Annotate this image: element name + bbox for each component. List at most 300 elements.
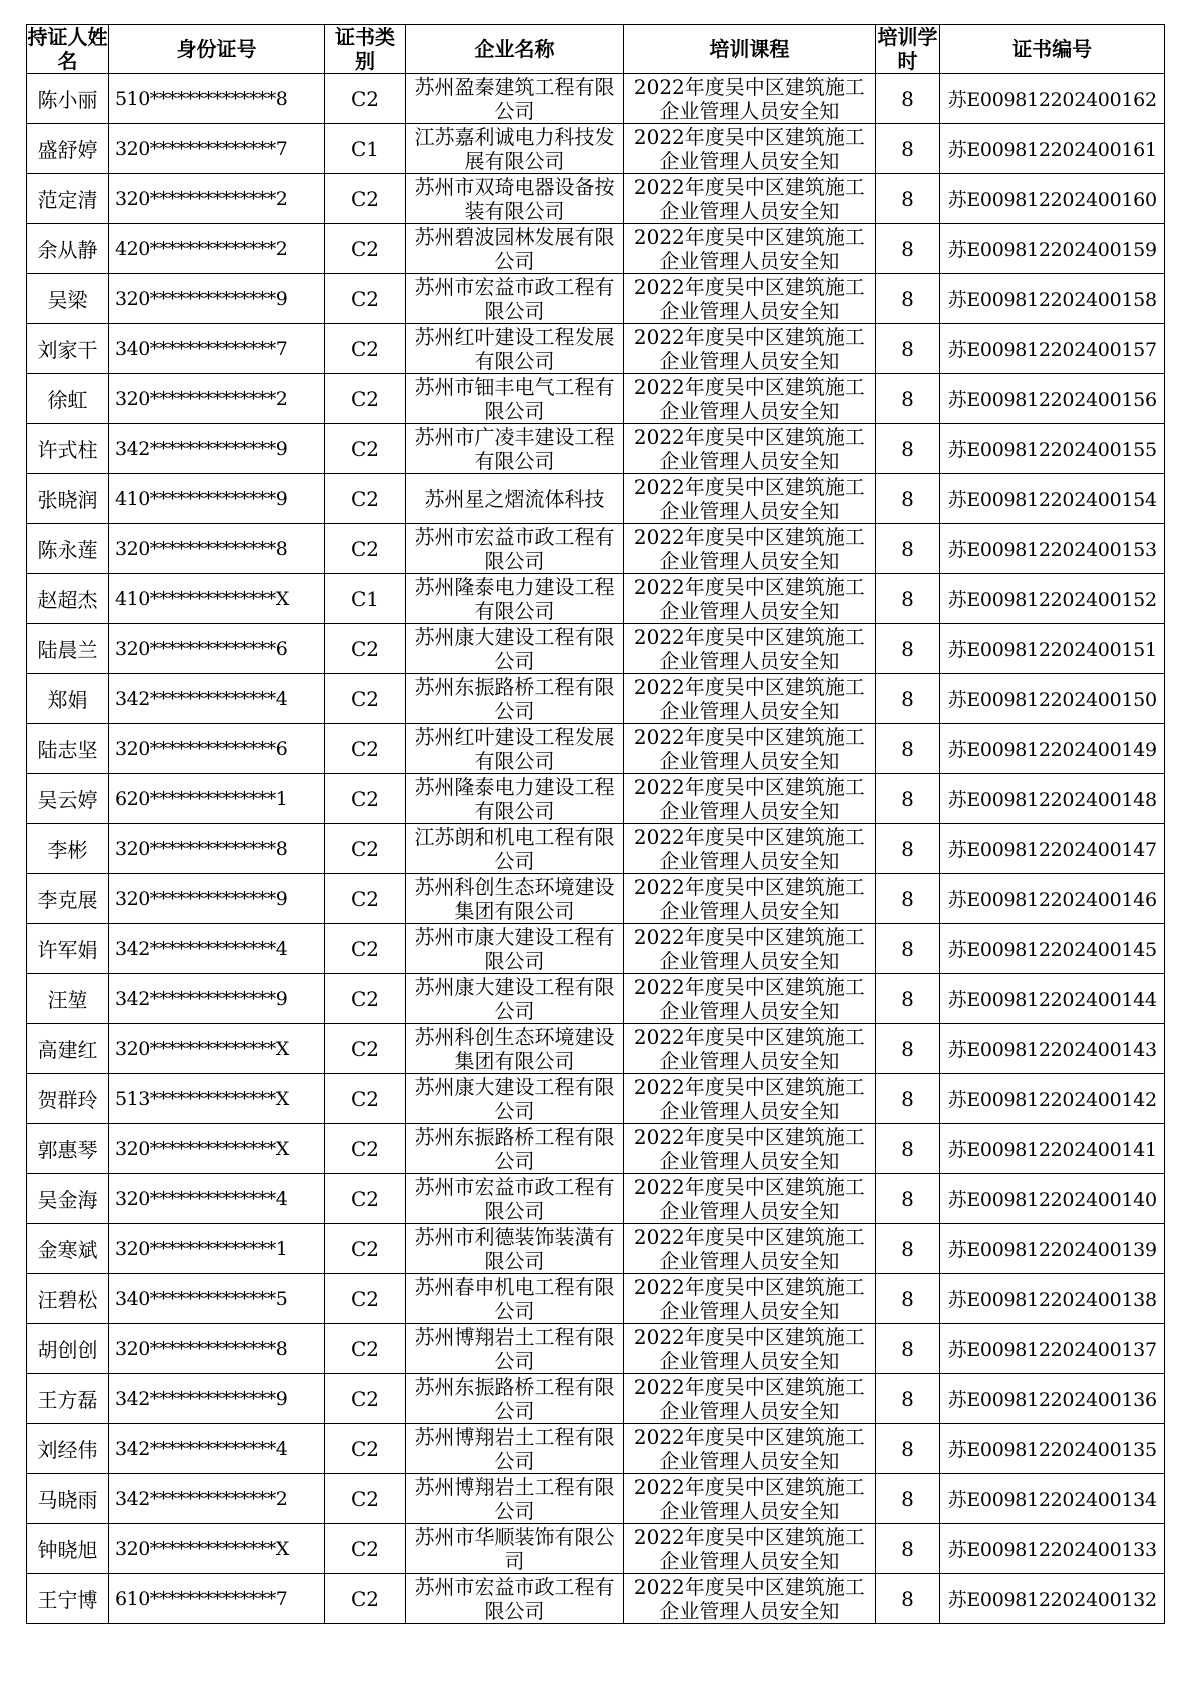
course-cell: [624, 374, 876, 424]
type-cell: C2: [324, 1224, 405, 1274]
company-cell: [405, 724, 623, 774]
hours-cell: 8: [875, 1024, 940, 1074]
id-cell: 320**************9: [109, 274, 325, 324]
company-text: 苏州康大建设工程有限公司: [414, 975, 615, 1023]
course-cell: [624, 924, 876, 974]
course-text: 2022年度吴中区建筑施工企业管理人员安全知: [633, 225, 865, 273]
company-cell: [405, 524, 623, 574]
company-cell: [405, 824, 623, 874]
cert-cell: 苏E009812202400140: [940, 1174, 1165, 1224]
company-text: 苏州博翔岩土工程有限公司: [414, 1325, 615, 1373]
course-text: 2022年度吴中区建筑施工企业管理人员安全知: [633, 1375, 865, 1423]
cert-cell: 苏E009812202400150: [940, 674, 1165, 724]
company-text: 苏州市宏益市政工程有限公司: [414, 275, 615, 323]
course-cell: [624, 324, 876, 374]
table-row: [27, 324, 1165, 374]
cert-cell: 苏E009812202400136: [940, 1374, 1165, 1424]
id-cell: 340**************5: [109, 1274, 325, 1324]
id-cell: 320**************X: [109, 1124, 325, 1174]
table-row: [27, 1374, 1165, 1424]
course-text: 2022年度吴中区建筑施工企业管理人员安全知: [633, 425, 865, 473]
company-text: 苏州市利德装饰装潢有限公司: [414, 1225, 615, 1273]
hours-cell: 8: [875, 924, 940, 974]
name-cell: 郭惠琴: [27, 1124, 109, 1174]
hours-cell: 8: [875, 874, 940, 924]
cert-cell: 苏E009812202400147: [940, 824, 1165, 874]
company-cell: [405, 1374, 623, 1424]
id-cell: 320**************2: [109, 174, 325, 224]
table-row: [27, 1074, 1165, 1124]
cert-cell: 苏E009812202400143: [940, 1024, 1165, 1074]
cert-cell: 苏E009812202400158: [940, 274, 1165, 324]
cert-cell: 苏E009812202400162: [940, 74, 1165, 124]
type-cell: C2: [324, 1474, 405, 1524]
type-cell: C2: [324, 1574, 405, 1624]
name-cell: 汪堃: [27, 974, 109, 1024]
company-cell: [405, 574, 623, 624]
company-text: 苏州隆泰电力建设工程有限公司: [414, 575, 615, 623]
name-cell: 吴梁: [27, 274, 109, 324]
course-cell: [624, 274, 876, 324]
type-cell: C2: [324, 1324, 405, 1374]
hours-cell: 8: [875, 624, 940, 674]
course-text: 2022年度吴中区建筑施工企业管理人员安全知: [633, 1525, 865, 1573]
table-row: [27, 1524, 1165, 1574]
company-text: 苏州东振路桥工程有限公司: [414, 1375, 615, 1423]
type-cell: C2: [324, 474, 405, 524]
course-text: 2022年度吴中区建筑施工企业管理人员安全知: [633, 925, 865, 973]
cert-cell: 苏E009812202400157: [940, 324, 1165, 374]
company-cell: [405, 474, 623, 524]
course-cell: [624, 1574, 876, 1624]
name-cell: 徐虹: [27, 374, 109, 424]
type-cell: C2: [324, 374, 405, 424]
course-text: 2022年度吴中区建筑施工企业管理人员安全知: [633, 1425, 865, 1473]
id-cell: 342**************9: [109, 974, 325, 1024]
table-row: [27, 224, 1165, 274]
course-cell: [624, 1174, 876, 1224]
id-cell: 320**************2: [109, 374, 325, 424]
type-cell: C2: [324, 174, 405, 224]
certificate-table: [26, 24, 1165, 1624]
name-cell: 许式柱: [27, 424, 109, 474]
name-cell: 余从静: [27, 224, 109, 274]
company-text: 苏州盈秦建筑工程有限公司: [414, 75, 615, 123]
cert-cell: 苏E009812202400141: [940, 1124, 1165, 1174]
course-cell: [624, 674, 876, 724]
course-text: 2022年度吴中区建筑施工企业管理人员安全知: [633, 675, 865, 723]
course-text: 2022年度吴中区建筑施工企业管理人员安全知: [633, 275, 865, 323]
table-row: [27, 174, 1165, 224]
type-cell: C2: [324, 724, 405, 774]
type-cell: C2: [324, 74, 405, 124]
course-text: 2022年度吴中区建筑施工企业管理人员安全知: [633, 325, 865, 373]
type-cell: C2: [324, 1024, 405, 1074]
id-cell: 320**************9: [109, 874, 325, 924]
table-row: [27, 974, 1165, 1024]
table-row: [27, 1274, 1165, 1324]
table-row: [27, 824, 1165, 874]
company-cell: [405, 1274, 623, 1324]
course-text: 2022年度吴中区建筑施工企业管理人员安全知: [633, 1275, 865, 1323]
company-cell: [405, 124, 623, 174]
name-cell: 赵超杰: [27, 574, 109, 624]
table-row: [27, 1474, 1165, 1524]
company-cell: [405, 1324, 623, 1374]
course-cell: [624, 1074, 876, 1124]
hours-cell: 8: [875, 124, 940, 174]
cert-cell: 苏E009812202400155: [940, 424, 1165, 474]
id-cell: 342**************2: [109, 1474, 325, 1524]
id-cell: 320**************6: [109, 724, 325, 774]
type-cell: C2: [324, 624, 405, 674]
company-text: 苏州科创生态环境建设集团有限公司: [414, 875, 615, 923]
company-text: 江苏朗和机电工程有限公司: [414, 825, 615, 873]
id-cell: 342**************4: [109, 674, 325, 724]
name-cell: 范定清: [27, 174, 109, 224]
header-name: 持证人姓名: [27, 25, 108, 73]
company-cell: [405, 624, 623, 674]
header-type: 证书类别: [324, 25, 405, 74]
type-cell: C2: [324, 1274, 405, 1324]
company-text: 江苏嘉利诚电力科技发展有限公司: [414, 125, 615, 173]
name-cell: 陈小丽: [27, 74, 109, 124]
name-cell: 王宁博: [27, 1574, 109, 1624]
course-cell: [624, 624, 876, 674]
name-cell: 郑娟: [27, 674, 109, 724]
company-text: 苏州东振路桥工程有限公司: [414, 675, 615, 723]
course-text: 2022年度吴中区建筑施工企业管理人员安全知: [633, 825, 865, 873]
course-cell: [624, 1474, 876, 1524]
header-course: 培训课程: [624, 25, 876, 74]
type-cell: C2: [324, 974, 405, 1024]
cert-cell: 苏E009812202400146: [940, 874, 1165, 924]
name-cell: 金寒斌: [27, 1224, 109, 1274]
course-text: 2022年度吴中区建筑施工企业管理人员安全知: [633, 1225, 865, 1273]
hours-cell: 8: [875, 824, 940, 874]
id-cell: 342**************4: [109, 1424, 325, 1474]
company-cell: [405, 1474, 623, 1524]
table-row: [27, 624, 1165, 674]
cert-cell: 苏E009812202400152: [940, 574, 1165, 624]
company-cell: [405, 674, 623, 724]
name-cell: 汪碧松: [27, 1274, 109, 1324]
hours-cell: 8: [875, 474, 940, 524]
type-cell: C1: [324, 124, 405, 174]
id-cell: 320**************4: [109, 1174, 325, 1224]
hours-cell: 8: [875, 574, 940, 624]
course-cell: [624, 1324, 876, 1374]
id-cell: 320**************8: [109, 1324, 325, 1374]
table-row: [27, 1024, 1165, 1074]
id-cell: 320**************X: [109, 1024, 325, 1074]
header-hours: 培训学时: [875, 25, 940, 74]
company-text: 苏州碧波园林发展有限公司: [414, 225, 615, 273]
company-cell: [405, 424, 623, 474]
company-cell: [405, 974, 623, 1024]
company-text: 苏州市双琦电器设备按装有限公司: [414, 175, 615, 223]
name-cell: 陆志坚: [27, 724, 109, 774]
header-cert: 证书编号: [940, 25, 1165, 74]
name-cell: 李克展: [27, 874, 109, 924]
hours-cell: 8: [875, 1074, 940, 1124]
hours-cell: 8: [875, 424, 940, 474]
course-cell: [624, 774, 876, 824]
name-cell: 张晓润: [27, 474, 109, 524]
cert-cell: 苏E009812202400145: [940, 924, 1165, 974]
header-company: 企业名称: [405, 25, 623, 74]
type-cell: C2: [324, 274, 405, 324]
company-text: 苏州春申机电工程有限公司: [414, 1275, 615, 1323]
name-cell: 李彬: [27, 824, 109, 874]
name-cell: 刘经伟: [27, 1424, 109, 1474]
name-cell: 马晓雨: [27, 1474, 109, 1524]
type-cell: C2: [324, 1424, 405, 1474]
type-cell: C2: [324, 824, 405, 874]
name-cell: 许军娟: [27, 924, 109, 974]
hours-cell: 8: [875, 1124, 940, 1174]
course-text: 2022年度吴中区建筑施工企业管理人员安全知: [633, 625, 865, 673]
course-text: 2022年度吴中区建筑施工企业管理人员安全知: [633, 875, 865, 923]
hours-cell: 8: [875, 1174, 940, 1224]
hours-cell: 8: [875, 1224, 940, 1274]
hours-cell: 8: [875, 674, 940, 724]
company-cell: [405, 1224, 623, 1274]
course-text: 2022年度吴中区建筑施工企业管理人员安全知: [633, 775, 865, 823]
hours-cell: 8: [875, 274, 940, 324]
name-cell: 吴云婷: [27, 774, 109, 824]
table-row: [27, 1224, 1165, 1274]
table-row: [27, 374, 1165, 424]
table-row: [27, 74, 1165, 124]
course-cell: [624, 474, 876, 524]
id-cell: 342**************9: [109, 1374, 325, 1424]
company-text: 苏州市康大建设工程有限公司: [414, 925, 615, 973]
cert-cell: 苏E009812202400144: [940, 974, 1165, 1024]
table-row: [27, 1424, 1165, 1474]
cert-cell: 苏E009812202400161: [940, 124, 1165, 174]
company-text: 苏州康大建设工程有限公司: [414, 1075, 615, 1123]
cert-cell: 苏E009812202400133: [940, 1524, 1165, 1574]
table-row: [27, 1574, 1165, 1624]
company-cell: [405, 924, 623, 974]
course-cell: [624, 124, 876, 174]
type-cell: C2: [324, 674, 405, 724]
hours-cell: 8: [875, 324, 940, 374]
hours-cell: 8: [875, 974, 940, 1024]
company-text: 苏州星之熠流体科技: [424, 487, 605, 511]
course-text: 2022年度吴中区建筑施工企业管理人员安全知: [633, 1125, 865, 1173]
hours-cell: 8: [875, 374, 940, 424]
id-cell: 320**************6: [109, 624, 325, 674]
type-cell: C2: [324, 924, 405, 974]
id-cell: 320**************1: [109, 1224, 325, 1274]
company-text: 苏州隆泰电力建设工程有限公司: [414, 775, 615, 823]
cert-cell: 苏E009812202400139: [940, 1224, 1165, 1274]
hours-cell: 8: [875, 1374, 940, 1424]
name-cell: 盛舒婷: [27, 124, 109, 174]
course-text: 2022年度吴中区建筑施工企业管理人员安全知: [633, 1175, 865, 1223]
course-text: 2022年度吴中区建筑施工企业管理人员安全知: [633, 1475, 865, 1523]
company-text: 苏州红叶建设工程发展有限公司: [414, 725, 615, 773]
course-cell: [624, 1274, 876, 1324]
hours-cell: 8: [875, 1574, 940, 1624]
company-text: 苏州市钿丰电气工程有限公司: [414, 375, 615, 423]
id-cell: 320**************8: [109, 524, 325, 574]
company-cell: [405, 324, 623, 374]
table-row: [27, 274, 1165, 324]
course-text: 2022年度吴中区建筑施工企业管理人员安全知: [633, 725, 865, 773]
type-cell: C2: [324, 1174, 405, 1224]
hours-cell: 8: [875, 724, 940, 774]
company-text: 苏州科创生态环境建设集团有限公司: [414, 1025, 615, 1073]
type-cell: C2: [324, 774, 405, 824]
company-text: 苏州东振路桥工程有限公司: [414, 1125, 615, 1173]
name-cell: 贺群玲: [27, 1074, 109, 1124]
cert-cell: 苏E009812202400154: [940, 474, 1165, 524]
type-cell: C2: [324, 1124, 405, 1174]
id-cell: 410**************X: [109, 574, 325, 624]
company-text: 苏州博翔岩土工程有限公司: [414, 1425, 615, 1473]
table-row: [27, 524, 1165, 574]
name-cell: 钟晓旭: [27, 1524, 109, 1574]
hours-cell: 8: [875, 1524, 940, 1574]
company-text: 苏州市广凌丰建设工程有限公司: [414, 425, 615, 473]
company-cell: [405, 274, 623, 324]
cert-cell: 苏E009812202400135: [940, 1424, 1165, 1474]
company-cell: [405, 224, 623, 274]
company-cell: [405, 74, 623, 124]
course-cell: [624, 524, 876, 574]
course-cell: [624, 574, 876, 624]
company-text: 苏州红叶建设工程发展有限公司: [414, 325, 615, 373]
course-cell: [624, 874, 876, 924]
hours-cell: 8: [875, 224, 940, 274]
id-cell: 410**************9: [109, 474, 325, 524]
id-cell: 510**************8: [109, 74, 325, 124]
cert-cell: 苏E009812202400159: [940, 224, 1165, 274]
header-id: 身份证号: [109, 25, 325, 74]
cert-cell: 苏E009812202400142: [940, 1074, 1165, 1124]
table-row: [27, 924, 1165, 974]
course-text: 2022年度吴中区建筑施工企业管理人员安全知: [633, 1575, 865, 1623]
id-cell: 320**************8: [109, 824, 325, 874]
cert-cell: 苏E009812202400151: [940, 624, 1165, 674]
company-cell: [405, 1074, 623, 1124]
type-cell: C2: [324, 1374, 405, 1424]
course-cell: [624, 1124, 876, 1174]
company-cell: [405, 1524, 623, 1574]
table-row: [27, 424, 1165, 474]
hours-cell: 8: [875, 1274, 940, 1324]
cert-cell: 苏E009812202400156: [940, 374, 1165, 424]
table-row: [27, 1124, 1165, 1174]
course-cell: [624, 224, 876, 274]
course-text: 2022年度吴中区建筑施工企业管理人员安全知: [633, 75, 865, 123]
company-text: 苏州市宏益市政工程有限公司: [414, 525, 615, 573]
type-cell: C1: [324, 574, 405, 624]
name-cell: 胡创创: [27, 1324, 109, 1374]
name-cell: 王方磊: [27, 1374, 109, 1424]
course-cell: [624, 1374, 876, 1424]
cert-cell: 苏E009812202400132: [940, 1574, 1165, 1624]
table-row: [27, 124, 1165, 174]
hours-cell: 8: [875, 1474, 940, 1524]
company-cell: [405, 1574, 623, 1624]
type-cell: C2: [324, 424, 405, 474]
name-cell: 高建红: [27, 1024, 109, 1074]
hours-cell: 8: [875, 1424, 940, 1474]
name-cell: 陈永莲: [27, 524, 109, 574]
company-cell: [405, 1424, 623, 1474]
name-cell: 陆晨兰: [27, 624, 109, 674]
type-cell: C2: [324, 1074, 405, 1124]
name-cell: 吴金海: [27, 1174, 109, 1224]
course-text: 2022年度吴中区建筑施工企业管理人员安全知: [633, 175, 865, 223]
id-cell: 342**************4: [109, 924, 325, 974]
company-text: 苏州康大建设工程有限公司: [414, 625, 615, 673]
table-row: [27, 574, 1165, 624]
table-row: [27, 1324, 1165, 1374]
table-row: [27, 874, 1165, 924]
course-cell: [624, 174, 876, 224]
course-text: 2022年度吴中区建筑施工企业管理人员安全知: [633, 1075, 865, 1123]
course-cell: [624, 1024, 876, 1074]
company-cell: [405, 774, 623, 824]
id-cell: 620**************1: [109, 774, 325, 824]
course-cell: [624, 1224, 876, 1274]
id-cell: 610**************7: [109, 1574, 325, 1624]
cert-cell: 苏E009812202400138: [940, 1274, 1165, 1324]
cert-cell: 苏E009812202400137: [940, 1324, 1165, 1374]
course-cell: [624, 1524, 876, 1574]
cert-cell: 苏E009812202400149: [940, 724, 1165, 774]
company-text: 苏州博翔岩土工程有限公司: [414, 1475, 615, 1523]
table-row: [27, 724, 1165, 774]
company-cell: [405, 374, 623, 424]
course-cell: [624, 424, 876, 474]
hours-cell: 8: [875, 774, 940, 824]
hours-cell: 8: [875, 74, 940, 124]
table-row: [27, 674, 1165, 724]
course-cell: [624, 824, 876, 874]
id-cell: 320**************X: [109, 1524, 325, 1574]
id-cell: 513**************X: [109, 1074, 325, 1124]
type-cell: C2: [324, 1524, 405, 1574]
id-cell: 420**************2: [109, 224, 325, 274]
id-cell: 320**************7: [109, 124, 325, 174]
cert-cell: 苏E009812202400134: [940, 1474, 1165, 1524]
hours-cell: 8: [875, 1324, 940, 1374]
course-text: 2022年度吴中区建筑施工企业管理人员安全知: [633, 975, 865, 1023]
type-cell: C2: [324, 324, 405, 374]
company-cell: [405, 174, 623, 224]
course-cell: [624, 724, 876, 774]
course-cell: [624, 974, 876, 1024]
company-text: 苏州市华顺装饰有限公司: [414, 1525, 615, 1573]
id-cell: 340**************7: [109, 324, 325, 374]
course-cell: [624, 74, 876, 124]
table-row: [27, 474, 1165, 524]
cert-cell: 苏E009812202400148: [940, 774, 1165, 824]
course-text: 2022年度吴中区建筑施工企业管理人员安全知: [633, 525, 865, 573]
hours-cell: 8: [875, 524, 940, 574]
course-text: 2022年度吴中区建筑施工企业管理人员安全知: [633, 475, 865, 523]
course-text: 2022年度吴中区建筑施工企业管理人员安全知: [633, 1025, 865, 1073]
company-cell: [405, 874, 623, 924]
type-cell: C2: [324, 524, 405, 574]
course-text: 2022年度吴中区建筑施工企业管理人员安全知: [633, 1325, 865, 1373]
